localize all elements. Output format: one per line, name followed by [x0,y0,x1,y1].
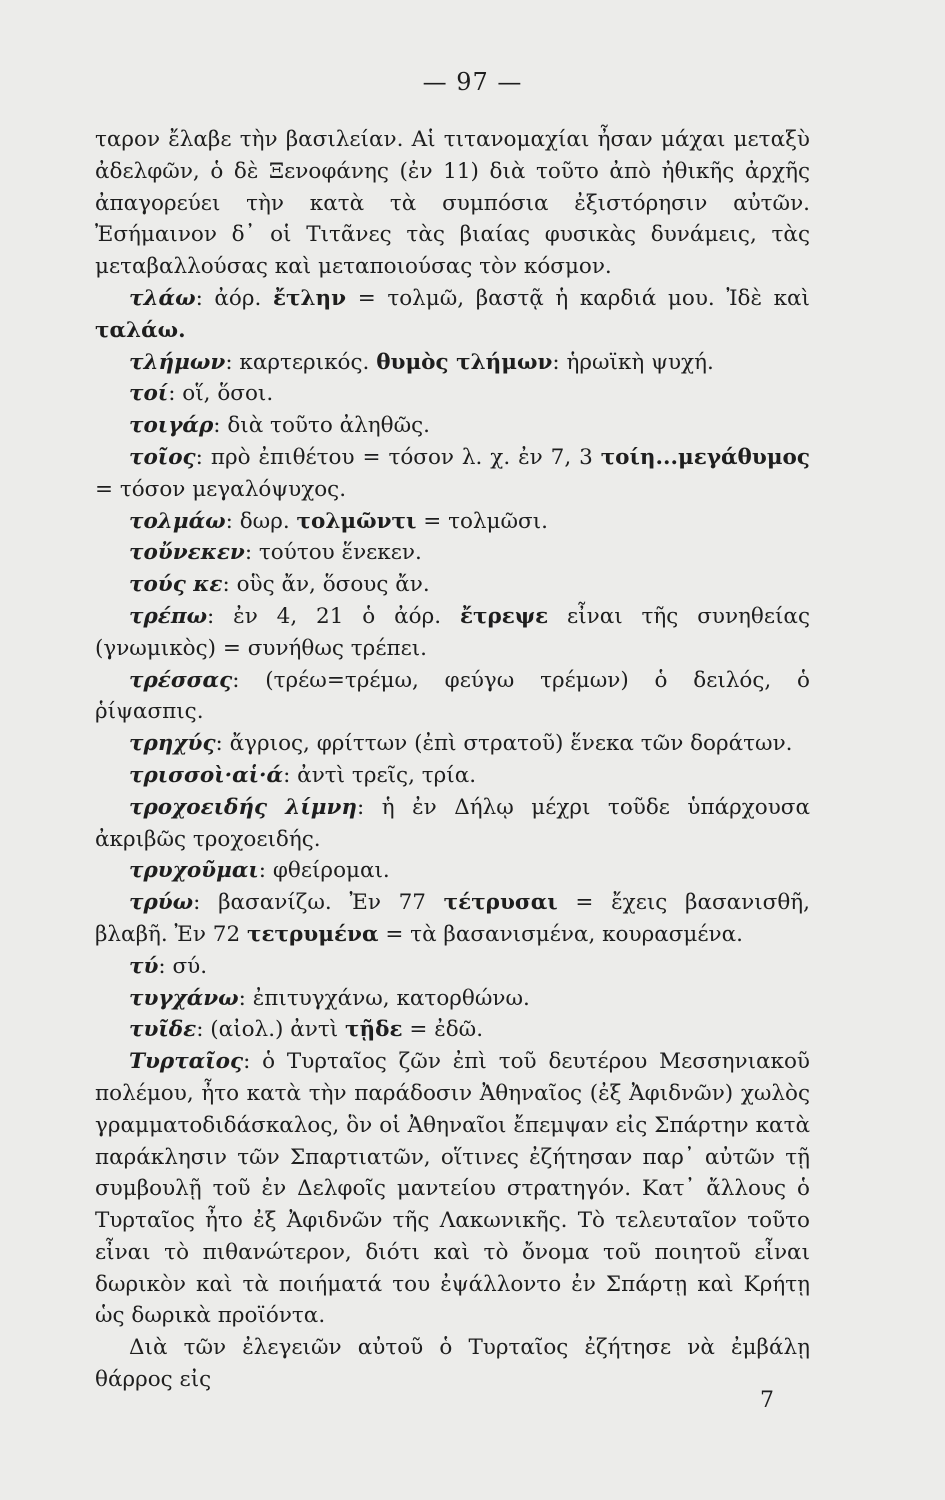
definition-text: : ἡ ἐν Δήλῳ μέχρι τοῦδε ὑπάρχουσα ἀκριβῶς τροχοειδής. [95,794,811,852]
glossary-entry [95,410,810,442]
entry-lemma: τρηχύς [129,731,216,757]
entry-lemma: τυῖδε [129,1017,197,1043]
definition-text: : (τρέω=τρέμω, φεύγω τρέμων) ὁ δειλός, ὁ ῥίψασπις. [95,667,810,725]
definition-text: : ἄγριος, φρίττων (ἐπὶ στρατοῦ) ἕνεκα τῶν δοράτων. [215,731,793,757]
glossary-entry [95,601,810,665]
page-number: — 97 — [422,68,523,96]
glossary-entry [95,347,810,379]
definition-text: : ὁ Τυρταῖος ζῶν ἐπὶ τοῦ δευτέρου Μεσσηνιακοῦ πολέμου, ἦτο κατὰ τὴν παράδοσιν Ἀθηναῖος (ἐξ Ἀφιδνῶν) χωλὸς γραμματοδιδάσκαλος, ὃν οἱ Ἀθηναῖοι ἔπεμψαν εἰς Σπάρτην κατὰ παράκλησιν τῶν Σπαρτιατῶν, οἵτινες ἐζήτησαν παρ᾽ αὐτῶν τῇ συμβουλῇ τοῦ ἐν Δελφοῖς μαντείου στρατηγόν. Κατ᾽ ἄλλους ὁ Τυρταῖος ἦτο ἐξ Ἀφιδνῶν τῆς Λακωνικῆς. Τὸ τελευταῖον τοῦτο εἶναι τὸ πιθανώτερον, διότι καὶ τὸ ὄνομα τοῦ ποιητοῦ εἶναι δωρικὸν καὶ τὰ ποιήματά του ἐψάλλοντο ἐν Σπάρτῃ καὶ Κρήτῃ ὡς δωρικὰ προϊόντα. [95,1049,810,1329]
paragraph-text: ταρον ἔλαβε τὴν βασιλείαν. Αἱ τιτανομαχίαι ἦσαν μάχαι μεταξὺ ἀδελφῶν, ὁ δὲ Ξενοφάνης (ἐν 11) διὰ τοῦτο ἀπὸ ἠθικῆς ἀρχῆς ἀπαγορεύει τὴν κατὰ τὰ συμπόσια ἐξιστόρησιν αὐτῶν. Ἐσήμαινον δ᾽ οἱ Τιτᾶνες τὰς βιαίας φυσικὰς δυνάμεις, τὰς μεταβαλλούσας καὶ μεταποιούσας τὸν κόσμον. [95,127,810,280]
entry-lemma: τοὔνεκεν [129,540,245,566]
glossary-entry [95,1014,810,1046]
definition-text: : ἀντὶ τρεῖς, τρία. [283,762,477,788]
definition-text: : (αἰολ.) ἀντὶ [196,1017,345,1043]
definition-text: = τόσον μεγαλόψυχος. [95,476,347,502]
definition-text: = ἐδῶ. [402,1017,484,1043]
entry-lemma: τρύω [129,890,194,916]
entry-lemma: τυγχάνω [129,985,239,1011]
definition-text: : πρὸ ἐπιθέτου = τόσον λ. χ. ἐν 7, 3 [195,444,601,470]
definition-text: : σύ. [158,953,208,979]
definition-text: : οἵ, ὅσοι. [168,381,274,407]
continued-paragraph [95,124,810,283]
bold-term: τέτρυσαι [443,890,558,916]
glossary-entry [95,442,810,506]
definition-text: : διὰ τοῦτο ἀληθῶς. [213,413,431,439]
entry-lemma: τρισσοὶ·αἱ·ά [129,762,284,788]
glossary-entry [95,569,810,601]
glossary-entry [95,506,810,538]
definition-text: : καρτερικός. [225,349,377,375]
entry-lemma: τρέσσας [129,667,233,693]
definition-text: εἶναι τῆς συνηθείας (γνωμικὸς) = συνήθως τρέπει. [95,603,810,661]
bold-term: θυμὸς τλήμων [376,349,553,375]
bold-term: ἔτλην [272,285,347,311]
entry-lemma: τοῖος [129,444,196,470]
entry-lemma: τύ [129,953,159,979]
bold-term: τῇδε [345,1017,403,1043]
definition-text: : τούτου ἕνεκεν. [244,540,422,566]
definition-text: : ἐν 4, 21 ὁ ἀόρ. [207,603,460,629]
glossary-entry [95,760,810,792]
definition-text: = τὰ βασανισμένα, κουρασμένα. [378,921,743,947]
definition-text: : ἡρωϊκὴ ψυχή. [552,349,714,375]
glossary-entry [95,665,810,729]
bold-term: τολμῶντι [296,508,417,534]
glossary-entry [95,855,810,887]
definition-text: = τολμῶσι. [416,508,548,534]
glossary-entry [95,728,810,760]
glossary-entry [95,792,810,856]
paragraph-text: Διὰ τῶν ἐλεγειῶν αὐτοῦ ὁ Τυρταῖος ἐζήτησε νὰ ἐμβάλῃ θάρρος εἰς [95,1335,810,1393]
bold-term: τετρυμένα [247,921,379,947]
definition-text: : βασανίζω. Ἐν 77 [193,890,444,916]
glossary-entry [95,1046,810,1332]
entry-lemma: τοιγάρ [129,413,214,439]
definition-text: : ἀόρ. [195,285,273,311]
entry-lemma: τλήμων [129,349,226,375]
bold-term: ταλάω. [95,317,186,343]
entry-lemma: τρέπω [129,603,208,629]
bold-term: τοίη...μεγάθυμος [600,444,810,470]
definition-text: : δωρ. [225,508,297,534]
entry-lemma: τλάω [129,285,196,311]
entry-lemma: τολμάω [129,508,226,534]
entry-lemma: τούς κε [129,572,223,598]
glossary-entry [95,378,810,410]
definition-text: : ἐπιτυγχάνω, κατορθώνω. [238,985,530,1011]
entry-lemma: τρυχοῦμαι [129,858,259,884]
definition-text: = ἔχεις βασανισθῆ, βλαβῆ. Ἐν 72 [95,890,810,947]
definition-text: : οὓς ἄν, ὅσους ἄν. [222,572,430,598]
definition-text: = τολμῶ, βαστᾷ ἡ καρδιά μου. Ἰδὲ καὶ [346,285,810,311]
glossary-entry [95,283,810,347]
glossary-entry [95,983,810,1015]
entry-lemma: Τυρταῖος [129,1049,244,1075]
definition-text: : φθείρομαι. [258,858,390,884]
glossary-entry [95,887,810,951]
entry-lemma: τοί [129,381,169,407]
entry-lemma: τροχοειδής λίμνη [129,794,358,820]
bold-term: ἔτρεψε [459,603,549,629]
signature-mark: 7 [760,1388,774,1413]
glossary-body [95,124,810,1396]
body-paragraph [95,1332,810,1396]
glossary-entry [95,951,810,983]
glossary-entry [95,537,810,569]
